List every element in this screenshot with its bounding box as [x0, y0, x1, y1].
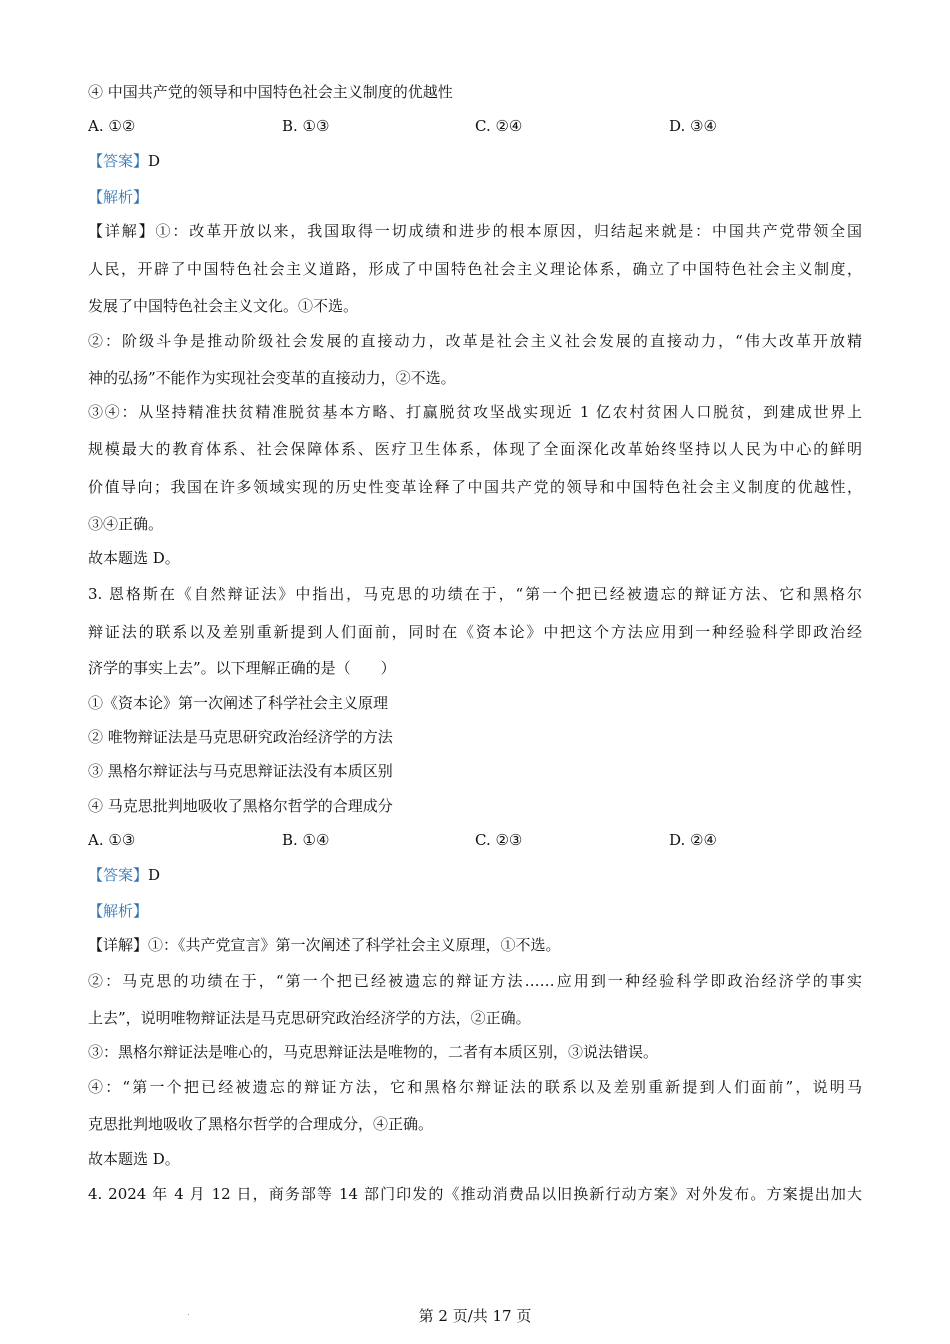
answer-tag: 【答案】	[88, 866, 149, 884]
q2-conclusion: 故本题选 D。	[88, 549, 180, 567]
q3-detail-line-1	[88, 935, 561, 955]
q2-option-b: B. ①③	[282, 117, 330, 135]
q3-stem-line-1: 3. 恩格斯在《自然辩证法》中指出，马克思的功绩在于，“第一个把已经被遗忘的辩证方法、它和黑格尔	[88, 585, 862, 603]
q3-item-3: ③ 黑格尔辩证法与马克思辩证法没有本质区别	[88, 762, 393, 780]
detail-tag: 【详解】	[88, 936, 149, 954]
q2-item-4: ④ 中国共产党的领导和中国特色社会主义制度的优越性	[88, 83, 453, 101]
detail-text: ①：《共产党宣言》第一次阐述了科学社会主义原理，①不选。	[148, 936, 561, 954]
q3-answer	[88, 865, 160, 885]
q3-option-b: B. ①④	[282, 831, 330, 849]
answer-value: D	[148, 152, 161, 170]
q3-stem-line-2: 辩证法的联系以及差别重新提到人们面前，同时在《资本论》中把这个方法应用到一种经验科学即政治经	[88, 623, 862, 641]
q2-detail-line-1	[88, 221, 862, 241]
q3-conclusion: 故本题选 D。	[88, 1150, 180, 1168]
q2-detail-line-6: ③④：从坚持精准扶贫精准脱贫基本方略、打赢脱贫攻坚战实现近 1 亿农村贫困人口脱贫，到建成世界上	[88, 403, 862, 421]
q3-detail-line-4: ③：黑格尔辩证法是唯心的，马克思辩证法是唯物的，二者有本质区别，③说法错误。	[88, 1043, 659, 1061]
q3-detail-line-3: 上去”，说明唯物辩证法是马克思研究政治经济学的方法，②正确。	[88, 1009, 531, 1027]
q2-option-d: D. ③④	[669, 117, 717, 135]
q2-detail-line-9: ③④正确。	[88, 515, 164, 533]
q2-detail-line-5: 神的弘扬”不能作为实现社会变革的直接动力，②不选。	[88, 369, 456, 387]
q3-detail-line-6: 克思批判地吸收了黑格尔哲学的合理成分，④正确。	[88, 1115, 434, 1133]
q3-detail-line-2: ②：马克思的功绩在于，“第一个把已经被遗忘的辩证方法……应用到一种经验科学即政治经济学的事实	[88, 972, 862, 990]
answer-tag: 【答案】	[88, 152, 149, 170]
q3-item-4: ④ 马克思批判地吸收了黑格尔哲学的合理成分	[88, 797, 393, 815]
q2-detail-line-4: ②：阶级斗争是推动阶级社会发展的直接动力，改革是社会主义社会发展的直接动力，“伟大改革开放精	[88, 332, 862, 350]
q3-item-1: ①《资本论》第一次阐述了科学社会主义原理	[88, 694, 389, 712]
q2-detail-line-2: 人民，开辟了中国特色社会主义道路，形成了中国特色社会主义理论体系，确立了中国特色社会主义制度，	[88, 260, 862, 278]
detail-tag: 【详解】	[88, 222, 156, 240]
q2-option-a: A. ①②	[88, 117, 136, 135]
q3-analysis-tag: 【解析】	[88, 902, 149, 920]
q2-detail-line-7: 规模最大的教育体系、社会保障体系、医疗卫生体系，体现了全面深化改革始终坚持以人民为中心的鲜明	[88, 440, 862, 458]
q3-item-2: ② 唯物辩证法是马克思研究政治经济学的方法	[88, 728, 393, 746]
q2-detail-line-3: 发展了中国特色社会主义文化。①不选。	[88, 297, 359, 315]
answer-value: D	[148, 866, 161, 884]
detail-text: ①：改革开放以来，我国取得一切成绩和进步的根本原因，归结起来就是：中国共产党带领全国	[155, 222, 862, 240]
q3-option-a: A. ①③	[88, 831, 136, 849]
q3-option-c: C. ②③	[475, 831, 523, 849]
q3-option-d: D. ②④	[669, 831, 717, 849]
q2-answer	[88, 151, 160, 171]
q2-analysis-tag: 【解析】	[88, 188, 149, 206]
q2-detail-line-8: 价值导向；我国在许多领域实现的历史性变革诠释了中国共产党的领导和中国特色社会主义制度的优越性，	[88, 478, 862, 496]
q4-stem-line-1: 4. 2024 年 4 月 12 日，商务部等 14 部门印发的《推动消费品以旧换新行动方案》对外发布。方案提出加大	[88, 1185, 862, 1203]
q3-detail-line-5: ④：“第一个把已经被遗忘的辩证方法，它和黑格尔辩证法的联系以及差别重新提到人们面前”，说明马	[88, 1078, 862, 1096]
q2-option-c: C. ②④	[475, 117, 523, 135]
page-footer: 第 2 页/共 17 页	[418, 1307, 532, 1325]
q3-stem-line-3: 济学的事实上去”。以下理解正确的是（ ）	[88, 659, 396, 677]
